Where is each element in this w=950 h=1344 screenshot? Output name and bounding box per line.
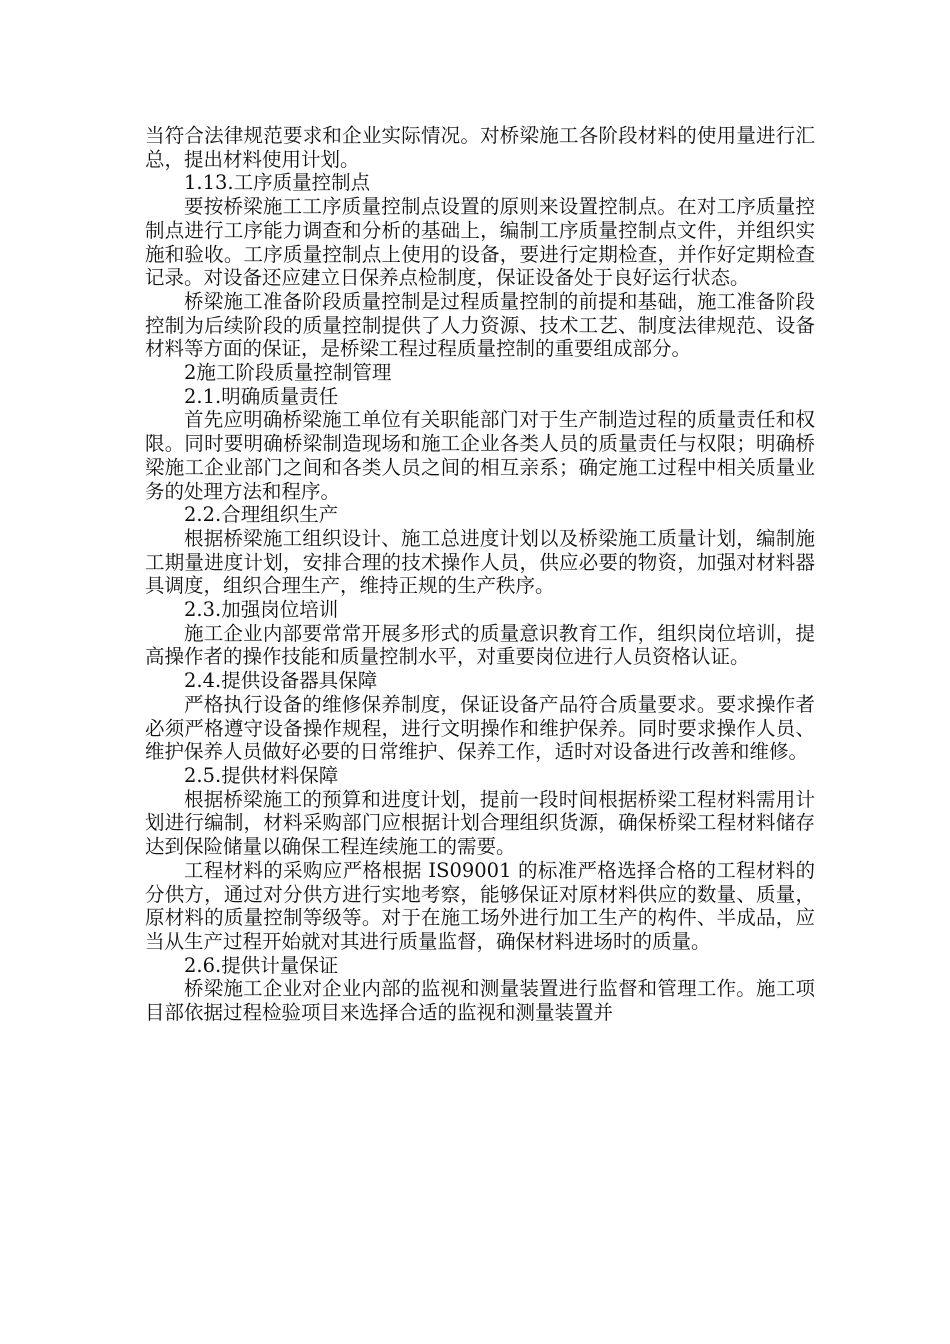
paragraph-continued: 当符合法律规范要求和企业实际情况。对桥梁施工各阶段材料的使用量进行汇总，提出材料使用计划。 (145, 124, 815, 171)
section-heading-2-6: 2.6.提供计量保证 (184, 953, 339, 977)
paragraph: 工程材料的采购应严格根据 IS09001 的标准严格选择合格的工程材料的分供方，通过对分供方进行实地考察，能够保证对原材料供应的数量、质量，原材料的质量控制等级等。对于在施工场外进行加工生产的构件、半成品，应当从生产过程开始就对其进行质量监督，确保材料进场时的质量。 (145, 858, 815, 953)
paragraph: 严格执行设备的维修保养制度，保证设备产品符合质量要求。要求操作者必须严格遵守设备操作规程，进行文明操作和维护保养。同时要求操作人员、维护保养人员做好必要的日常维护、保养工作，适时对设备进行改善和维修。 (145, 692, 815, 764)
paragraph: 桥梁施工准备阶段质量控制是过程质量控制的前提和基础，施工准备阶段控制为后续阶段的质量控制提供了人力资源、技术工艺、制度法律规范、设备材料等方面的保证，是桥梁工程过程质量控制的重要组成部分。 (145, 289, 815, 361)
section-heading-2-5: 2.5.提供材料保障 (184, 763, 339, 787)
section-heading-2-2: 2.2.合理组织生产 (184, 503, 339, 527)
section-heading-1-13: 1.13.工序质量控制点 (184, 171, 371, 195)
section-heading-2-4: 2.4.提供设备器具保障 (184, 669, 378, 693)
document-page (145, 124, 815, 1025)
paragraph: 首先应明确桥梁施工单位有关职能部门对于生产制造过程的质量责任和权限。同时要明确桥梁制造现场和施工企业各类人员的质量责任与权限；明确桥梁施工企业部门之间和各类人员之间的相互亲系；确定施工过程中相关质量业务的处理方法和程序。 (145, 408, 815, 503)
paragraph: 要按桥梁施工工序质量控制点设置的原则来设置控制点。在对工序质量控制点进行工序能力调查和分析的基础上，编制工序质量控制点文件，并组织实施和验收。工序质量控制点上使用的设备，要进行定期检查，并作好定期检查记录。对设备还应建立日保养点检制度，保证设备处于良好运行状态。 (145, 195, 815, 290)
paragraph: 施工企业内部要常常开展多形式的质量意识教育工作，组织岗位培训，提高操作者的操作技能和质量控制水平，对重要岗位进行人员资格认证。 (145, 621, 815, 669)
section-heading-2-3: 2.3.加强岗位培训 (184, 598, 339, 622)
paragraph: 根据桥梁施工的预算和进度计划，提前一段时间根据桥梁工程材料需用计划进行编制，材料采购部门应根据计划合理组织货源，确保桥梁工程材料储存达到保险储量以确保工程连续施工的需要。 (145, 787, 815, 859)
paragraph: 根据桥梁施工组织设计、施工总进度计划以及桥梁施工质量计划，编制施工期量进度计划，安排合理的技术操作人员，供应必要的物资，加强对材料器具调度，组织合理生产，维持正规的生产秩序。 (145, 526, 815, 598)
section-heading-2-1: 2.1.明确质量责任 (184, 384, 339, 408)
section-heading-2: 2施工阶段质量控制管理 (184, 361, 392, 385)
paragraph: 桥梁施工企业对企业内部的监视和测量装置进行监督和管理工作。施工项目部依据过程检验项目来选择合适的监视和测量装置并 (145, 977, 815, 1025)
